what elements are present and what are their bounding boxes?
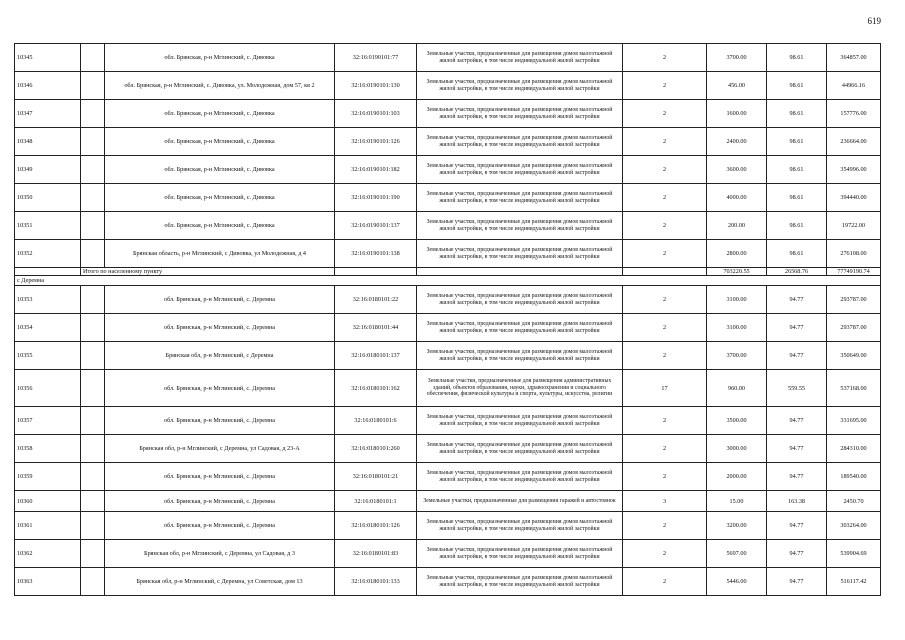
table-row bbox=[15, 407, 881, 435]
row-area: 2000.00 bbox=[707, 463, 767, 491]
row-gap bbox=[81, 463, 105, 491]
row-group: 2 bbox=[623, 512, 707, 540]
row-group: 2 bbox=[623, 44, 707, 72]
row-purpose: Земельные участки, предназначенные для размещения домов малоэтажной жилой застройки, в том числе индивидуальной жилой застройки bbox=[417, 463, 623, 491]
row-gap bbox=[81, 128, 105, 156]
table-row bbox=[15, 128, 881, 156]
row-group: 2 bbox=[623, 342, 707, 370]
row-address: обл. Брянская, р-н Мглинский, с. Дивовка bbox=[105, 100, 335, 128]
row-cadastral: 32:16:0180101:133 bbox=[335, 568, 417, 596]
row-rate: 98.61 bbox=[767, 240, 827, 268]
row-value: 354996.00 bbox=[827, 156, 881, 184]
row-id: 10349 bbox=[15, 156, 81, 184]
row-gap bbox=[81, 540, 105, 568]
row-gap bbox=[81, 72, 105, 100]
row-purpose: Земельные участки, предназначенные для размещения домов малоэтажной жилой застройки, в том числе индивидуальной жилой застройки bbox=[417, 156, 623, 184]
total-value: 77749190.74 bbox=[827, 268, 881, 276]
row-address: Брянская обл, р-н Мглинский, с Деремна, ул Садовая, д 3 bbox=[105, 540, 335, 568]
row-rate: 94.77 bbox=[767, 342, 827, 370]
row-gap bbox=[81, 491, 105, 512]
row-value: 293787.00 bbox=[827, 314, 881, 342]
row-value: 350649.00 bbox=[827, 342, 881, 370]
table-row bbox=[15, 370, 881, 407]
row-group: 17 bbox=[623, 370, 707, 407]
row-id: 10354 bbox=[15, 314, 81, 342]
row-rate: 98.61 bbox=[767, 184, 827, 212]
row-group: 2 bbox=[623, 156, 707, 184]
total-label: Итого по населенному пункту bbox=[81, 268, 335, 276]
page-number: 619 bbox=[867, 16, 881, 26]
row-area: 3100.00 bbox=[707, 286, 767, 314]
row-id: 10352 bbox=[15, 240, 81, 268]
row-purpose: Земельные участки, предназначенные для размещения домов малоэтажной жилой застройки, в том числе индивидуальной жилой застройки bbox=[417, 128, 623, 156]
row-address: Брянская область, р-н Мглинский, с Дивовка, ул Молодежная, д 4 bbox=[105, 240, 335, 268]
row-rate: 94.77 bbox=[767, 512, 827, 540]
row-value: 236664.00 bbox=[827, 128, 881, 156]
row-gap bbox=[81, 286, 105, 314]
row-group: 2 bbox=[623, 72, 707, 100]
row-rate: 94.77 bbox=[767, 314, 827, 342]
settlement-header-row bbox=[15, 276, 881, 286]
row-rate: 98.61 bbox=[767, 100, 827, 128]
row-area: 3700.00 bbox=[707, 44, 767, 72]
table-row bbox=[15, 184, 881, 212]
row-purpose: Земельные участки, предназначенные для размещения домов малоэтажной жилой застройки, в том числе индивидуальной жилой застройки bbox=[417, 407, 623, 435]
row-group: 2 bbox=[623, 568, 707, 596]
row-purpose: Земельные участки, предназначенные для размещения домов малоэтажной жилой застройки, в том числе индивидуальной жилой застройки bbox=[417, 44, 623, 72]
row-value: 284310.00 bbox=[827, 435, 881, 463]
row-cadastral: 32:16:0190101:190 bbox=[335, 184, 417, 212]
row-value: 394440.00 bbox=[827, 184, 881, 212]
settlement-name: с Деремна bbox=[15, 276, 881, 286]
row-purpose: Земельные участки, предназначенные для размещения домов малоэтажной жилой застройки, в том числе индивидуальной жилой застройки bbox=[417, 240, 623, 268]
row-gap bbox=[81, 512, 105, 540]
row-value: 293787.00 bbox=[827, 286, 881, 314]
row-gap bbox=[81, 342, 105, 370]
row-id: 10348 bbox=[15, 128, 81, 156]
row-rate: 94.77 bbox=[767, 435, 827, 463]
row-address: обл. Брянская, р-н Мглинский, с. Дивовка, ул. Молодежная, дом 57, кв 2 bbox=[105, 72, 335, 100]
table-body-dyvovka bbox=[15, 44, 881, 268]
row-address: обл. Брянская, р-н Мглинский, с. Дивовка bbox=[105, 44, 335, 72]
row-area: 3700.00 bbox=[707, 342, 767, 370]
table-row bbox=[15, 212, 881, 240]
row-group: 2 bbox=[623, 314, 707, 342]
row-rate: 98.61 bbox=[767, 72, 827, 100]
row-cadastral: 32:16:0180101:6 bbox=[335, 407, 417, 435]
row-rate: 98.61 bbox=[767, 128, 827, 156]
row-area: 1600.00 bbox=[707, 100, 767, 128]
row-gap bbox=[81, 435, 105, 463]
row-purpose: Земельные участки, предназначенные для размещения домов малоэтажной жилой застройки, в том числе индивидуальной жилой застройки bbox=[417, 286, 623, 314]
row-address: обл. Брянская, р-н Мглинский, с. Деремна bbox=[105, 512, 335, 540]
row-id: 10357 bbox=[15, 407, 81, 435]
row-group: 2 bbox=[623, 435, 707, 463]
row-cadastral: 32:16:0190101:103 bbox=[335, 100, 417, 128]
row-address: обл. Брянская, р-н Мглинский, с. Деремна bbox=[105, 314, 335, 342]
row-gap bbox=[81, 314, 105, 342]
row-address: обл. Брянская, р-н Мглинский, с. Деремна bbox=[105, 370, 335, 407]
row-cadastral: 32:16:0180101:137 bbox=[335, 342, 417, 370]
row-gap bbox=[81, 44, 105, 72]
row-id: 10359 bbox=[15, 463, 81, 491]
row-value: 537168.00 bbox=[827, 370, 881, 407]
row-purpose: Земельные участки, предназначенные для размещения административных зданий, объектов образования, науки, здравоохранения и социального обеспечения, физической культуры и спорта, культуры, искусства, религии bbox=[417, 370, 623, 407]
row-group: 2 bbox=[623, 286, 707, 314]
row-address: обл. Брянская, р-н Мглинский, с. Дивовка bbox=[105, 184, 335, 212]
row-cadastral: 32:16:0190101:137 bbox=[335, 212, 417, 240]
row-value: 44966.16 bbox=[827, 72, 881, 100]
row-address: Брянская обл, р-н Мглинский, с Деремна, ул Садовая, д 23-А bbox=[105, 435, 335, 463]
row-id: 10347 bbox=[15, 100, 81, 128]
row-cadastral: 32:16:0180101:162 bbox=[335, 370, 417, 407]
table-row bbox=[15, 286, 881, 314]
row-cadastral: 32:16:0190101:77 bbox=[335, 44, 417, 72]
row-value: 276108.00 bbox=[827, 240, 881, 268]
row-cadastral: 32:16:0180101:44 bbox=[335, 314, 417, 342]
row-purpose: Земельные участки, предназначенные для размещения домов малоэтажной жилой застройки, в том числе индивидуальной жилой застройки bbox=[417, 568, 623, 596]
table-row bbox=[15, 100, 881, 128]
row-id: 10355 bbox=[15, 342, 81, 370]
total-area: 703220.55 bbox=[707, 268, 767, 276]
row-area: 2800.00 bbox=[707, 240, 767, 268]
row-cadastral: 32:16:0190101:138 bbox=[335, 240, 417, 268]
row-id: 10351 bbox=[15, 212, 81, 240]
row-area: 15.00 bbox=[707, 491, 767, 512]
row-group: 2 bbox=[623, 128, 707, 156]
total-rate: 26568.76 bbox=[767, 268, 827, 276]
row-cadastral: 32:16:0180101:21 bbox=[335, 463, 417, 491]
row-purpose: Земельные участки, предназначенные для размещения домов малоэтажной жилой застройки, в том числе индивидуальной жилой застройки bbox=[417, 314, 623, 342]
row-id: 10363 bbox=[15, 568, 81, 596]
row-value: 2450.70 bbox=[827, 491, 881, 512]
row-area: 456.00 bbox=[707, 72, 767, 100]
row-rate: 163.38 bbox=[767, 491, 827, 512]
row-cadastral: 32:16:0190101:182 bbox=[335, 156, 417, 184]
row-id: 10358 bbox=[15, 435, 81, 463]
row-rate: 559.55 bbox=[767, 370, 827, 407]
row-area: 3500.00 bbox=[707, 407, 767, 435]
row-purpose: Земельные участки, предназначенные для размещения домов малоэтажной жилой застройки, в том числе индивидуальной жилой застройки bbox=[417, 100, 623, 128]
row-cadastral: 32:16:0180101:83 bbox=[335, 540, 417, 568]
row-area: 200.00 bbox=[707, 212, 767, 240]
table-row bbox=[15, 540, 881, 568]
row-rate: 94.77 bbox=[767, 463, 827, 491]
row-area: 960.00 bbox=[707, 370, 767, 407]
row-address: Брянская обл, р-н Мглинский, с Деремна, ул Советская, дом 13 bbox=[105, 568, 335, 596]
row-value: 331695.00 bbox=[827, 407, 881, 435]
row-cadastral: 32:16:0180101:126 bbox=[335, 512, 417, 540]
row-cadastral: 32:16:0180101:260 bbox=[335, 435, 417, 463]
row-gap bbox=[81, 370, 105, 407]
table-row bbox=[15, 512, 881, 540]
row-purpose: Земельные участки, предназначенные для размещения домов малоэтажной жилой застройки, в том числе индивидуальной жилой застройки bbox=[417, 435, 623, 463]
row-purpose: Земельные участки, предназначенные для размещения домов малоэтажной жилой застройки, в том числе индивидуальной жилой застройки bbox=[417, 212, 623, 240]
row-purpose: Земельные участки, предназначенные для размещения домов малоэтажной жилой застройки, в том числе индивидуальной жилой застройки bbox=[417, 72, 623, 100]
row-purpose: Земельные участки, предназначенные для размещения домов малоэтажной жилой застройки, в том числе индивидуальной жилой застройки bbox=[417, 184, 623, 212]
table-row bbox=[15, 44, 881, 72]
row-address: Брянская обл, р-н Мглинский, с Деремна bbox=[105, 342, 335, 370]
row-address: обл. Брянская, р-н Мглинский, с. Деремна bbox=[105, 286, 335, 314]
row-group: 3 bbox=[623, 491, 707, 512]
land-registry-table bbox=[14, 43, 881, 596]
row-id: 10360 bbox=[15, 491, 81, 512]
row-id: 10345 bbox=[15, 44, 81, 72]
table-row bbox=[15, 156, 881, 184]
row-gap bbox=[81, 240, 105, 268]
row-id: 10361 bbox=[15, 512, 81, 540]
row-rate: 98.61 bbox=[767, 212, 827, 240]
row-group: 2 bbox=[623, 240, 707, 268]
table-row bbox=[15, 568, 881, 596]
row-gap bbox=[81, 156, 105, 184]
row-area: 3200.00 bbox=[707, 512, 767, 540]
table-row bbox=[15, 435, 881, 463]
row-rate: 94.77 bbox=[767, 286, 827, 314]
row-purpose: Земельные участки, предназначенные для размещения гаражей и автостоянок bbox=[417, 491, 623, 512]
row-address: обл. Брянская, р-н Мглинский, с. Дивовка bbox=[105, 212, 335, 240]
row-address: обл. Брянская, р-н Мглинский, с. Деремна bbox=[105, 491, 335, 512]
row-cadastral: 32:16:0190101:126 bbox=[335, 128, 417, 156]
row-gap bbox=[81, 100, 105, 128]
row-cadastral: 32:16:0180101:1 bbox=[335, 491, 417, 512]
row-id: 10350 bbox=[15, 184, 81, 212]
row-gap bbox=[81, 184, 105, 212]
row-rate: 94.77 bbox=[767, 568, 827, 596]
row-rate: 94.77 bbox=[767, 540, 827, 568]
row-area: 3600.00 bbox=[707, 156, 767, 184]
row-address: обл. Брянская, р-н Мглинский, с. Деремна bbox=[105, 463, 335, 491]
row-gap bbox=[81, 568, 105, 596]
row-group: 2 bbox=[623, 100, 707, 128]
row-address: обл. Брянская, р-н Мглинский, с. Дивовка bbox=[105, 128, 335, 156]
row-value: 19722.00 bbox=[827, 212, 881, 240]
row-purpose: Земельные участки, предназначенные для размещения домов малоэтажной жилой застройки, в том числе индивидуальной жилой застройки bbox=[417, 512, 623, 540]
row-value: 157776.00 bbox=[827, 100, 881, 128]
row-rate: 94.77 bbox=[767, 407, 827, 435]
row-cadastral: 32:16:0180101:22 bbox=[335, 286, 417, 314]
row-group: 2 bbox=[623, 540, 707, 568]
row-area: 3000.00 bbox=[707, 435, 767, 463]
row-group: 2 bbox=[623, 407, 707, 435]
table-row bbox=[15, 342, 881, 370]
row-group: 2 bbox=[623, 184, 707, 212]
row-area: 4000.00 bbox=[707, 184, 767, 212]
row-gap bbox=[81, 407, 105, 435]
row-area: 5446.00 bbox=[707, 568, 767, 596]
total-row bbox=[15, 268, 881, 276]
row-value: 303264.00 bbox=[827, 512, 881, 540]
row-cadastral: 32:16:0190101:130 bbox=[335, 72, 417, 100]
row-id: 10346 bbox=[15, 72, 81, 100]
row-group: 2 bbox=[623, 463, 707, 491]
row-purpose: Земельные участки, предназначенные для размещения домов малоэтажной жилой застройки, в том числе индивидуальной жилой застройки bbox=[417, 540, 623, 568]
table-row bbox=[15, 491, 881, 512]
table-body-deremna bbox=[15, 286, 881, 596]
row-area: 2400.00 bbox=[707, 128, 767, 156]
row-gap bbox=[81, 212, 105, 240]
row-id: 10356 bbox=[15, 370, 81, 407]
row-rate: 98.61 bbox=[767, 156, 827, 184]
row-value: 516117.42 bbox=[827, 568, 881, 596]
row-id: 10362 bbox=[15, 540, 81, 568]
row-value: 539904.69 bbox=[827, 540, 881, 568]
row-area: 3100.00 bbox=[707, 314, 767, 342]
row-value: 364857.00 bbox=[827, 44, 881, 72]
table-row bbox=[15, 72, 881, 100]
table-row bbox=[15, 314, 881, 342]
row-rate: 98.61 bbox=[767, 44, 827, 72]
row-value: 189540.00 bbox=[827, 463, 881, 491]
row-id: 10353 bbox=[15, 286, 81, 314]
row-address: обл. Брянская, р-н Мглинский, с. Деремна bbox=[105, 407, 335, 435]
row-purpose: Земельные участки, предназначенные для размещения домов малоэтажной жилой застройки, в том числе индивидуальной жилой застройки bbox=[417, 342, 623, 370]
row-address: обл. Брянская, р-н Мглинский, с. Дивовка bbox=[105, 156, 335, 184]
table-row bbox=[15, 240, 881, 268]
table-body-summary bbox=[15, 268, 881, 286]
row-group: 2 bbox=[623, 212, 707, 240]
table-row bbox=[15, 463, 881, 491]
row-area: 5697.00 bbox=[707, 540, 767, 568]
